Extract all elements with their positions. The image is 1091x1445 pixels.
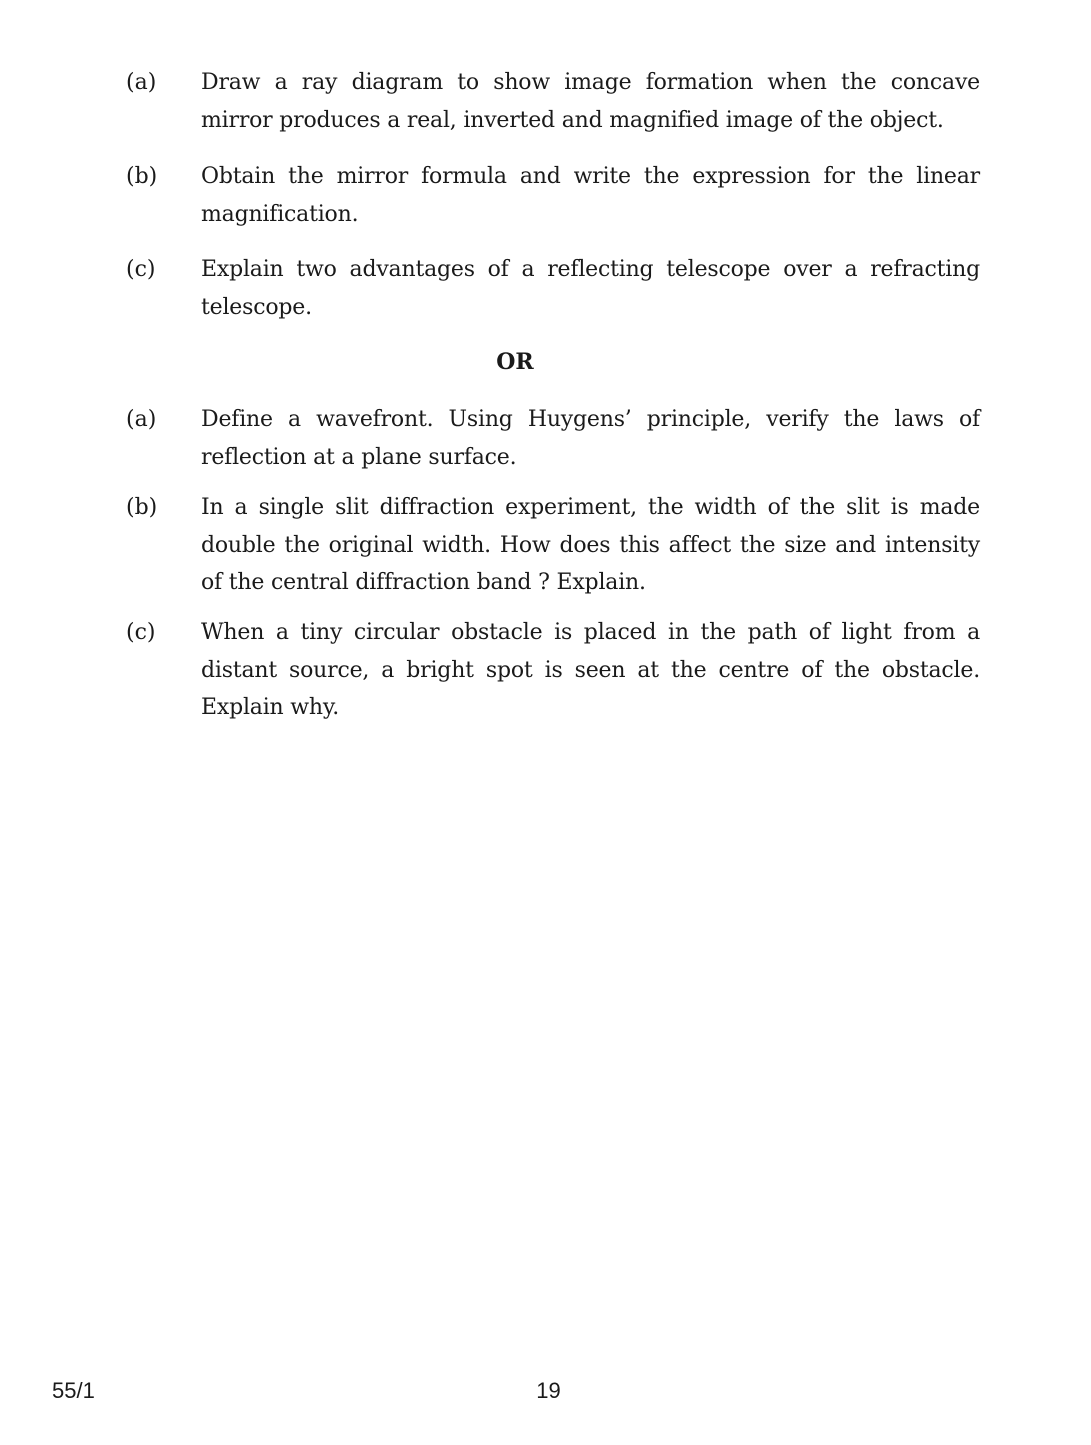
item-label: (a) — [126, 70, 157, 95]
question-item-1b — [126, 158, 980, 233]
item-label: (a) — [126, 407, 157, 432]
item-text: When a tiny circular obstacle is placed in the path of light from a distant source, a bright spot is seen at the centre of the obstacle. Explain why. — [201, 620, 980, 720]
item-text: In a single slit diffraction experiment, the width of the slit is made double the original width. How does this affect the size and intensity of the central diffraction band ? Explain. — [201, 495, 980, 595]
item-text: Draw a ray diagram to show image formation when the concave mirror produces a real, inverted and magnified image of the object. — [201, 70, 980, 133]
question-item-1a — [126, 64, 980, 139]
item-label: (b) — [126, 495, 158, 520]
item-label: (c) — [126, 620, 156, 645]
item-label: (b) — [126, 164, 158, 189]
item-text: Obtain the mirror formula and write the expression for the linear magnification. — [201, 164, 980, 227]
item-text: Define a wavefront. Using Huygens’ principle, verify the laws of reflection at a plane surface. — [201, 407, 980, 470]
question-item-2a — [126, 401, 980, 476]
question-item-1c — [126, 251, 980, 326]
or-separator: OR — [496, 349, 534, 375]
paper-code: 55/1 — [52, 1378, 95, 1403]
question-item-2b — [126, 489, 980, 602]
question-item-2c — [126, 614, 980, 727]
page-number: 19 — [536, 1378, 561, 1403]
item-text: Explain two advantages of a reflecting telescope over a refracting telescope. — [201, 257, 980, 320]
item-label: (c) — [126, 257, 156, 282]
